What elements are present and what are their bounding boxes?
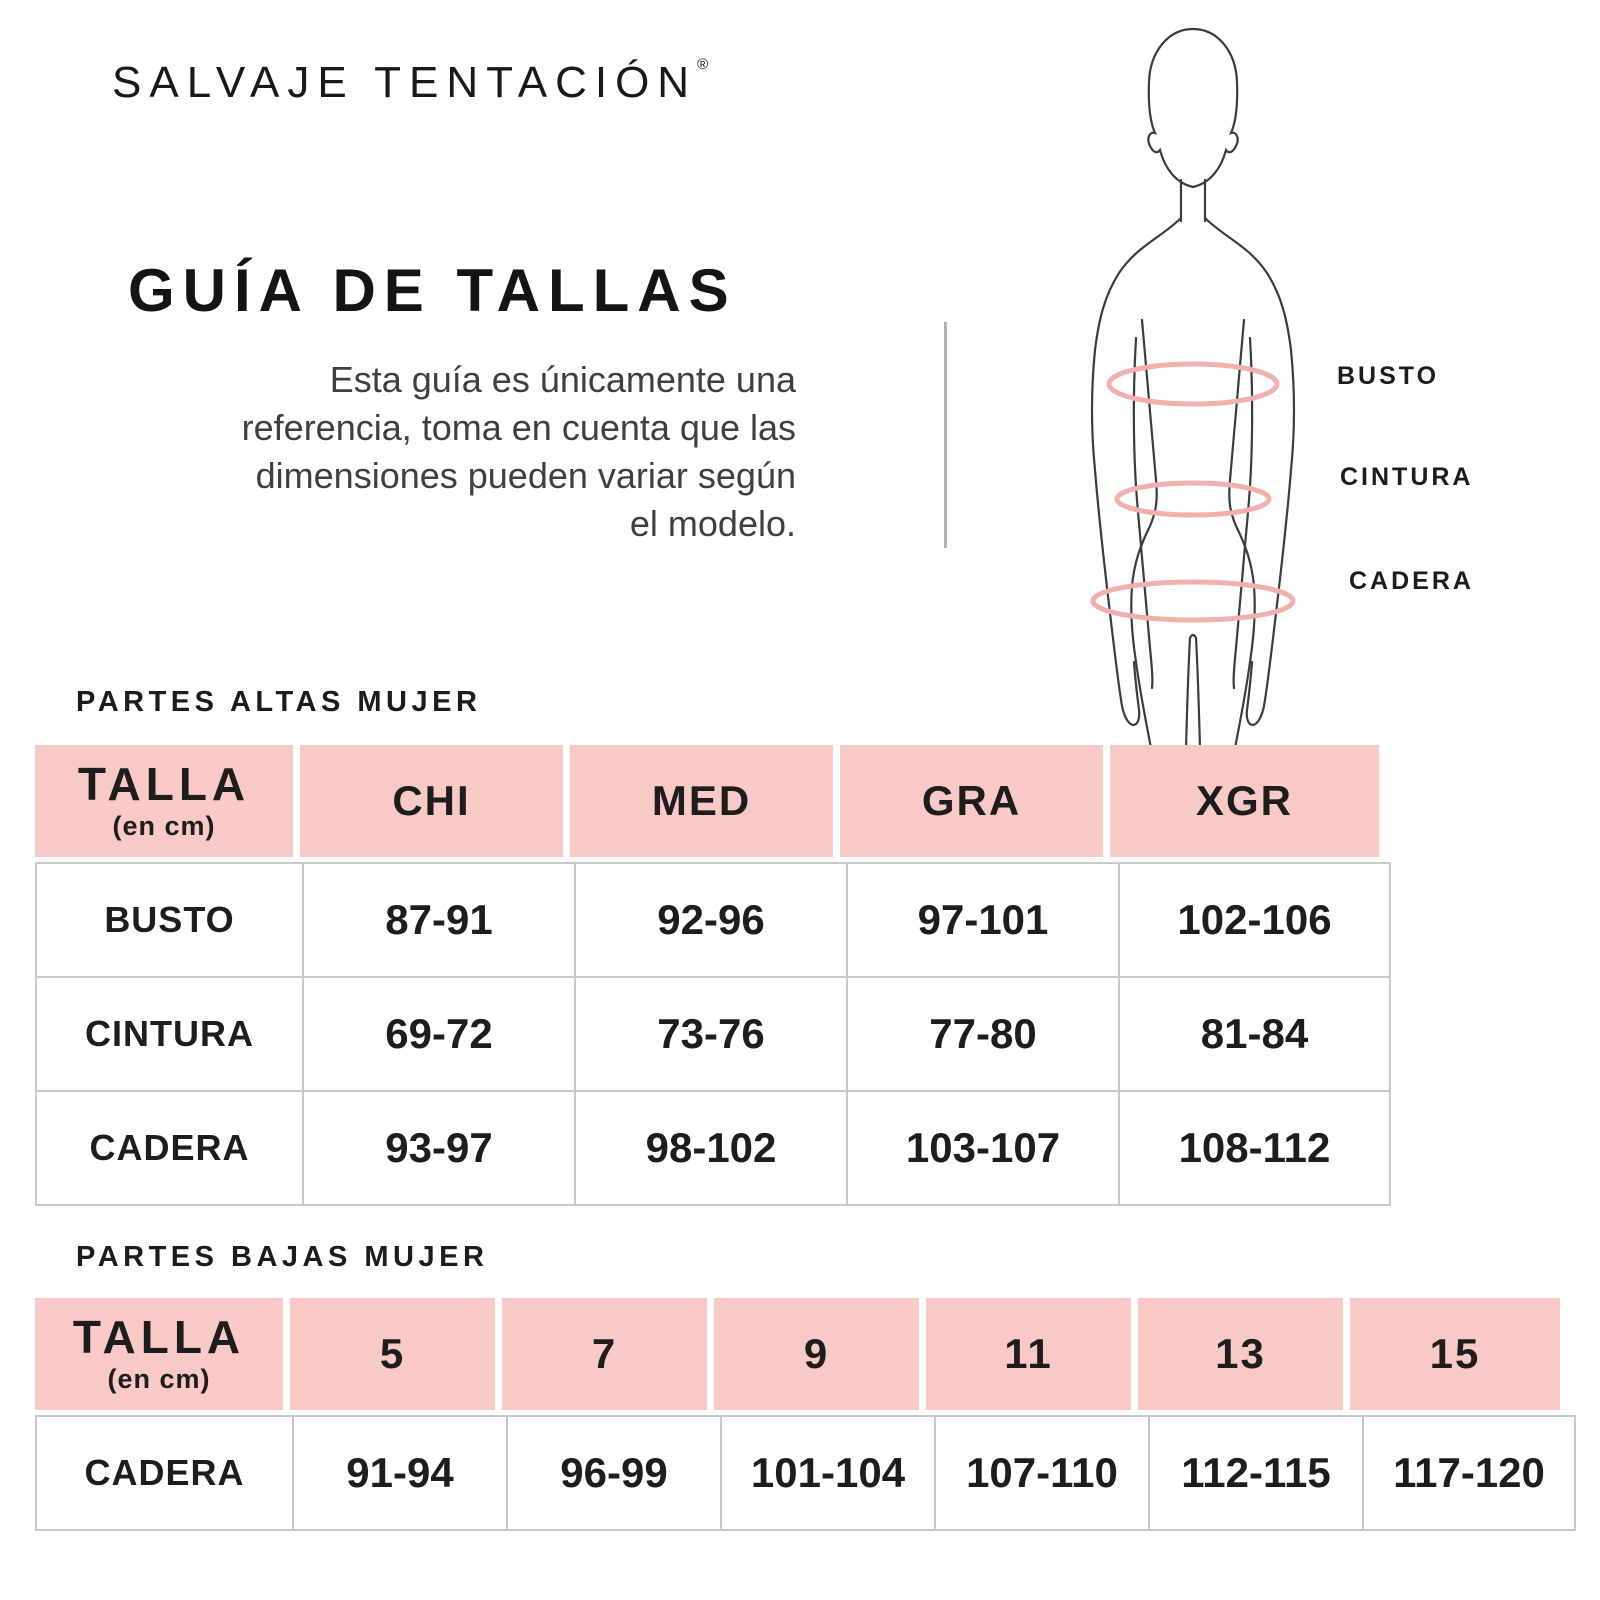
table-altas-body — [35, 862, 1391, 1206]
table-partes-altas — [35, 745, 1391, 1206]
value-cell: 91-94 — [294, 1417, 506, 1529]
talla-label: TALLA — [72, 1310, 246, 1363]
figure-label-busto: BUSTO — [1337, 362, 1440, 390]
value-cell: 102-106 — [1120, 864, 1389, 976]
table-bajas-body — [35, 1415, 1576, 1531]
brand-logo — [112, 56, 708, 108]
intro-line-3: dimensiones pueden variar según — [255, 455, 796, 496]
header-cell-13: 13 — [1138, 1298, 1350, 1410]
header-cell-med: MED — [570, 745, 840, 857]
row-label-cintura: CINTURA — [37, 978, 302, 1090]
section-title-partes-bajas: PARTES BAJAS MUJER — [76, 1241, 489, 1273]
table-partes-bajas — [35, 1298, 1576, 1531]
header-cell-11: 11 — [926, 1298, 1138, 1410]
value-cell: 73-76 — [576, 978, 846, 1090]
value-cell: 101-104 — [722, 1417, 934, 1529]
header-cell-9: 9 — [714, 1298, 926, 1410]
figure-label-cintura: CINTURA — [1340, 463, 1474, 491]
talla-unit: (en cm) — [112, 810, 216, 841]
value-cell: 69-72 — [304, 978, 574, 1090]
intro-line-4: el modelo. — [629, 503, 796, 544]
value-cell: 96-99 — [508, 1417, 720, 1529]
brand-name: SALVAJE TENTACIÓN — [112, 58, 698, 107]
value-cell: 77-80 — [848, 978, 1118, 1090]
vertical-divider — [944, 322, 947, 548]
value-cell: 107-110 — [936, 1417, 1148, 1529]
header-cell-talla — [35, 1298, 290, 1410]
talla-unit: (en cm) — [107, 1363, 211, 1394]
hip-measure-line — [1093, 582, 1293, 620]
header-cell-talla — [35, 745, 300, 857]
table-bajas-header-row — [35, 1298, 1576, 1410]
registered-mark: ® — [697, 56, 709, 73]
row-label-busto: BUSTO — [37, 864, 302, 976]
intro-text — [90, 356, 796, 548]
talla-label: TALLA — [77, 757, 251, 810]
value-cell: 81-84 — [1120, 978, 1389, 1090]
value-cell: 117-120 — [1364, 1417, 1574, 1529]
header-cell-xgr: XGR — [1110, 745, 1379, 857]
row-label-cadera: CADERA — [37, 1092, 302, 1204]
intro-line-2: referencia, toma en cuenta que las — [241, 407, 796, 448]
value-cell: 112-115 — [1150, 1417, 1362, 1529]
figure-label-cadera: CADERA — [1349, 567, 1474, 595]
value-cell: 103-107 — [848, 1092, 1118, 1204]
value-cell: 108-112 — [1120, 1092, 1389, 1204]
value-cell: 97-101 — [848, 864, 1118, 976]
table-altas-header-row — [35, 745, 1391, 857]
header-cell-15: 15 — [1350, 1298, 1560, 1410]
intro-line-1: Esta guía es únicamente una — [329, 359, 796, 400]
header-cell-5: 5 — [290, 1298, 502, 1410]
value-cell: 87-91 — [304, 864, 574, 976]
header-cell-chi: CHI — [300, 745, 570, 857]
row-label-cadera: CADERA — [37, 1417, 292, 1529]
value-cell: 93-97 — [304, 1092, 574, 1204]
header-cell-gra: GRA — [840, 745, 1110, 857]
value-cell: 98-102 — [576, 1092, 846, 1204]
section-title-partes-altas: PARTES ALTAS MUJER — [76, 686, 482, 718]
body-figure-illustration — [1040, 22, 1360, 748]
header-cell-7: 7 — [502, 1298, 714, 1410]
value-cell: 92-96 — [576, 864, 846, 976]
page-title: GUÍA DE TALLAS — [128, 257, 737, 324]
waist-measure-line — [1117, 483, 1269, 515]
